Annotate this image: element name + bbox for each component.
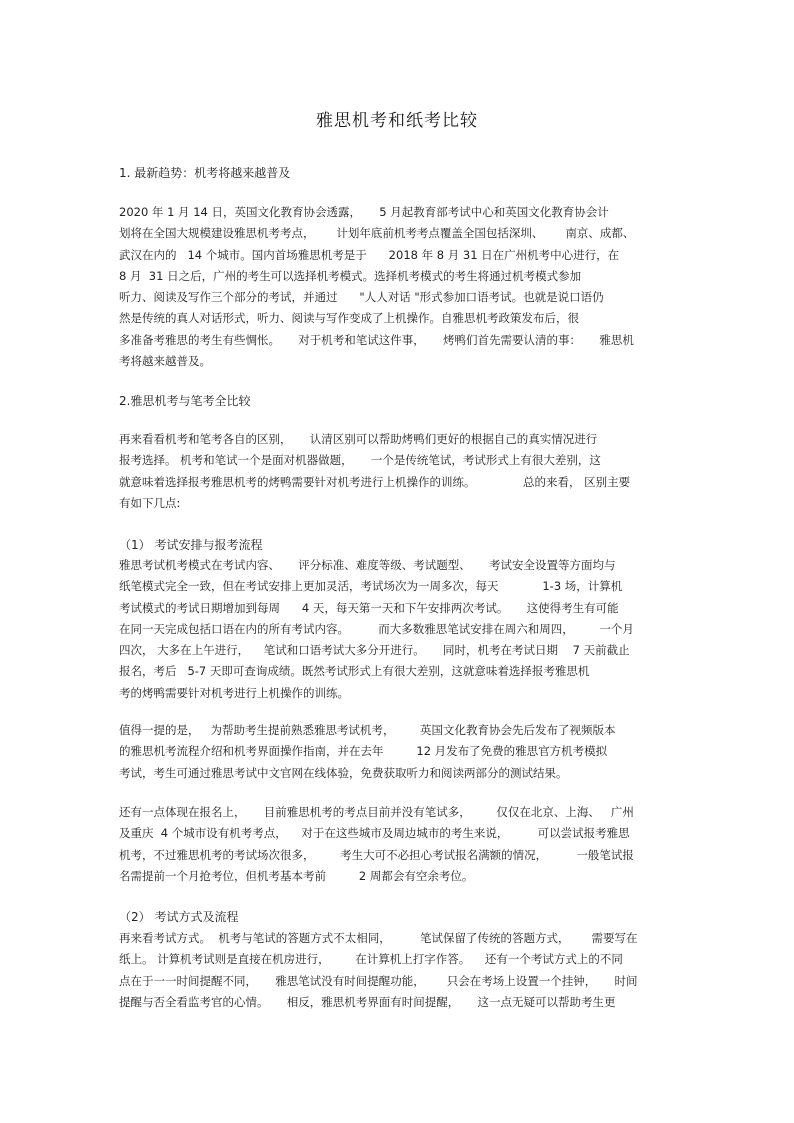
text-line: 的雅思机考流程介绍和机考界面操作指南，并在去年 12 月发布了免费的雅思官方机考模拟 (119, 744, 608, 759)
text-line: 雅思考试机考模式在考试内容、 评分标准、难度等级、考试题型、 考试安全设置等方面均与 (119, 558, 616, 572)
text-line: 报考选择。 机考和笔试一个是面对机器做题， 一个是传统笔试，考试形式上有很大差别，这 (119, 453, 601, 468)
paragraph-mock-test (119, 720, 679, 784)
text-line: 提醒与否全看监考官的心情。 相反，雅思机考界面有时间提醒， 这一点无疑可以帮助考生更 (119, 994, 616, 1009)
text-line: 点在于一一时间提醒不同， 雅思笔试没有时间提醒功能， 只会在考场上设置一个挂钟， 时间 (119, 973, 638, 988)
paragraph-registration (119, 802, 679, 887)
text-line: 武汉在内的 14 个城市。国内首场雅思机考是于 2018 年 8 月 31 日在广州机考中心进行，在 (119, 247, 620, 262)
text-line: 有如下几点: (119, 495, 181, 510)
text-line: 名需提前一个月抢考位，但机考基本考前 2 周都会有空余考位。 (119, 868, 474, 883)
text-line: 报名，考后 5-7 天即可查询成绩。既然考试形式上有很大差别，这就意味着选择报考雅思机 (119, 664, 590, 679)
paragraph-comparison-intro (119, 429, 679, 514)
text-line: 多准备考雅思的考生有些惆怅。 对于机考和笔试这件事， 烤鸭们首先需要认清的事： 雅思机 (119, 332, 634, 347)
paragraph-format (119, 928, 679, 1013)
text-line: 考试模式的考试日期增加到每周 4 天，每天第一天和下午安排两次考试。 这使得考生有可能 (119, 600, 619, 615)
paragraph-trend (119, 202, 679, 372)
text-line: 然是传统的真人对话形式，听力、阅读与写作变成了上机操作。自雅思机考政策发布后，很 (119, 311, 579, 326)
text-line: 就意味着选择报考雅思机考的烤鸭需要针对机考进行上机操作的训练。 总的来看， 区别主要 (119, 474, 631, 489)
subsection-heading-schedule: （1） 考试安排与报考流程 (119, 538, 263, 552)
text-line: 划将在全国大规模建设雅思机考考点， 计划年底前机考考点覆盖全国包括深圳、 南京、成都、 (119, 226, 635, 241)
subsection-heading-format: （2） 考试方式及流程 (119, 910, 239, 924)
section-heading-comparison: 2.雅思机考与笔考全比较 (119, 394, 251, 408)
text-line: 纸上。 计算机考试则是直接在机房进行， 在计算机上打字作答。 还有一个考试方式上的不同 (119, 952, 623, 967)
text-line: 再来看考试方式。 机考与笔试的答题方式不太相同， 笔试保留了传统的答题方式， 需要写在 (119, 931, 638, 945)
text-line: 纸笔模式完全一致，但在考试安排上更加灵活，考试场次为一周多次，每天 1-3 场，计算机 (119, 579, 623, 594)
document-title: 雅思机考和纸考比较 (316, 111, 478, 131)
text-line: 四次， 大多在上午进行， 笔试和口语考试大多分开进行。 同时，机考在考试日期 7 天前截止 (119, 643, 630, 658)
text-line: 考将越来越普及。 (119, 354, 211, 369)
text-line: 再来看看机考和笔考各自的区别， 认清区别可以帮助烤鸭们更好的根据自己的真实情况进行 (119, 432, 598, 446)
text-line: 还有一点体现在报名上， 目前雅思机考的考点目前并没有笔试多， 仅仅在北京、上海、 广州 (119, 805, 634, 819)
paragraph-schedule (119, 555, 679, 704)
text-line: 在同一天完成包括口语在内的所有考试内容。 而大多数雅思笔试安排在周六和周四， 一个月 (119, 621, 634, 636)
text-line: 考试，考生可通过雅思考试中文官网在线体验，免费获取听力和阅读两部分的测试结果。 (119, 765, 568, 780)
text-line: 机考，不过雅思机考的考试场次很多， 考生大可不必担心考试报名满额的情况， 一般笔试报 (119, 847, 634, 862)
text-line: 听力、阅读及写作三个部分的考试，并通过 "人人对话 "形式参加口语考试。也就是说口语仍 (119, 290, 604, 305)
text-line: 考的烤鸭需要针对机考进行上机操作的训练。 (119, 685, 349, 700)
text-line: 值得一提的是， 为帮助考生提前熟悉雅思考试机考， 英国文化教育协会先后发布了视频版本 (119, 723, 616, 737)
text-line: 8 月 31 日之后，广州的考生可以选择机考模式。选择机考模式的考生将通过机考模式参加 (119, 268, 582, 283)
section-heading-trend: 1. 最新趋势：机考将越来越普及 (119, 166, 291, 180)
text-line: 2020 年 1 月 14 日，英国文化教育协会透露， 5 月起教育部考试中心和英国文化教育协会计 (119, 205, 609, 219)
text-line: 及重庆 4 个城市设有机考考点， 对于在这些城市及周边城市的考生来说， 可以尝试报考雅思 (119, 826, 630, 841)
